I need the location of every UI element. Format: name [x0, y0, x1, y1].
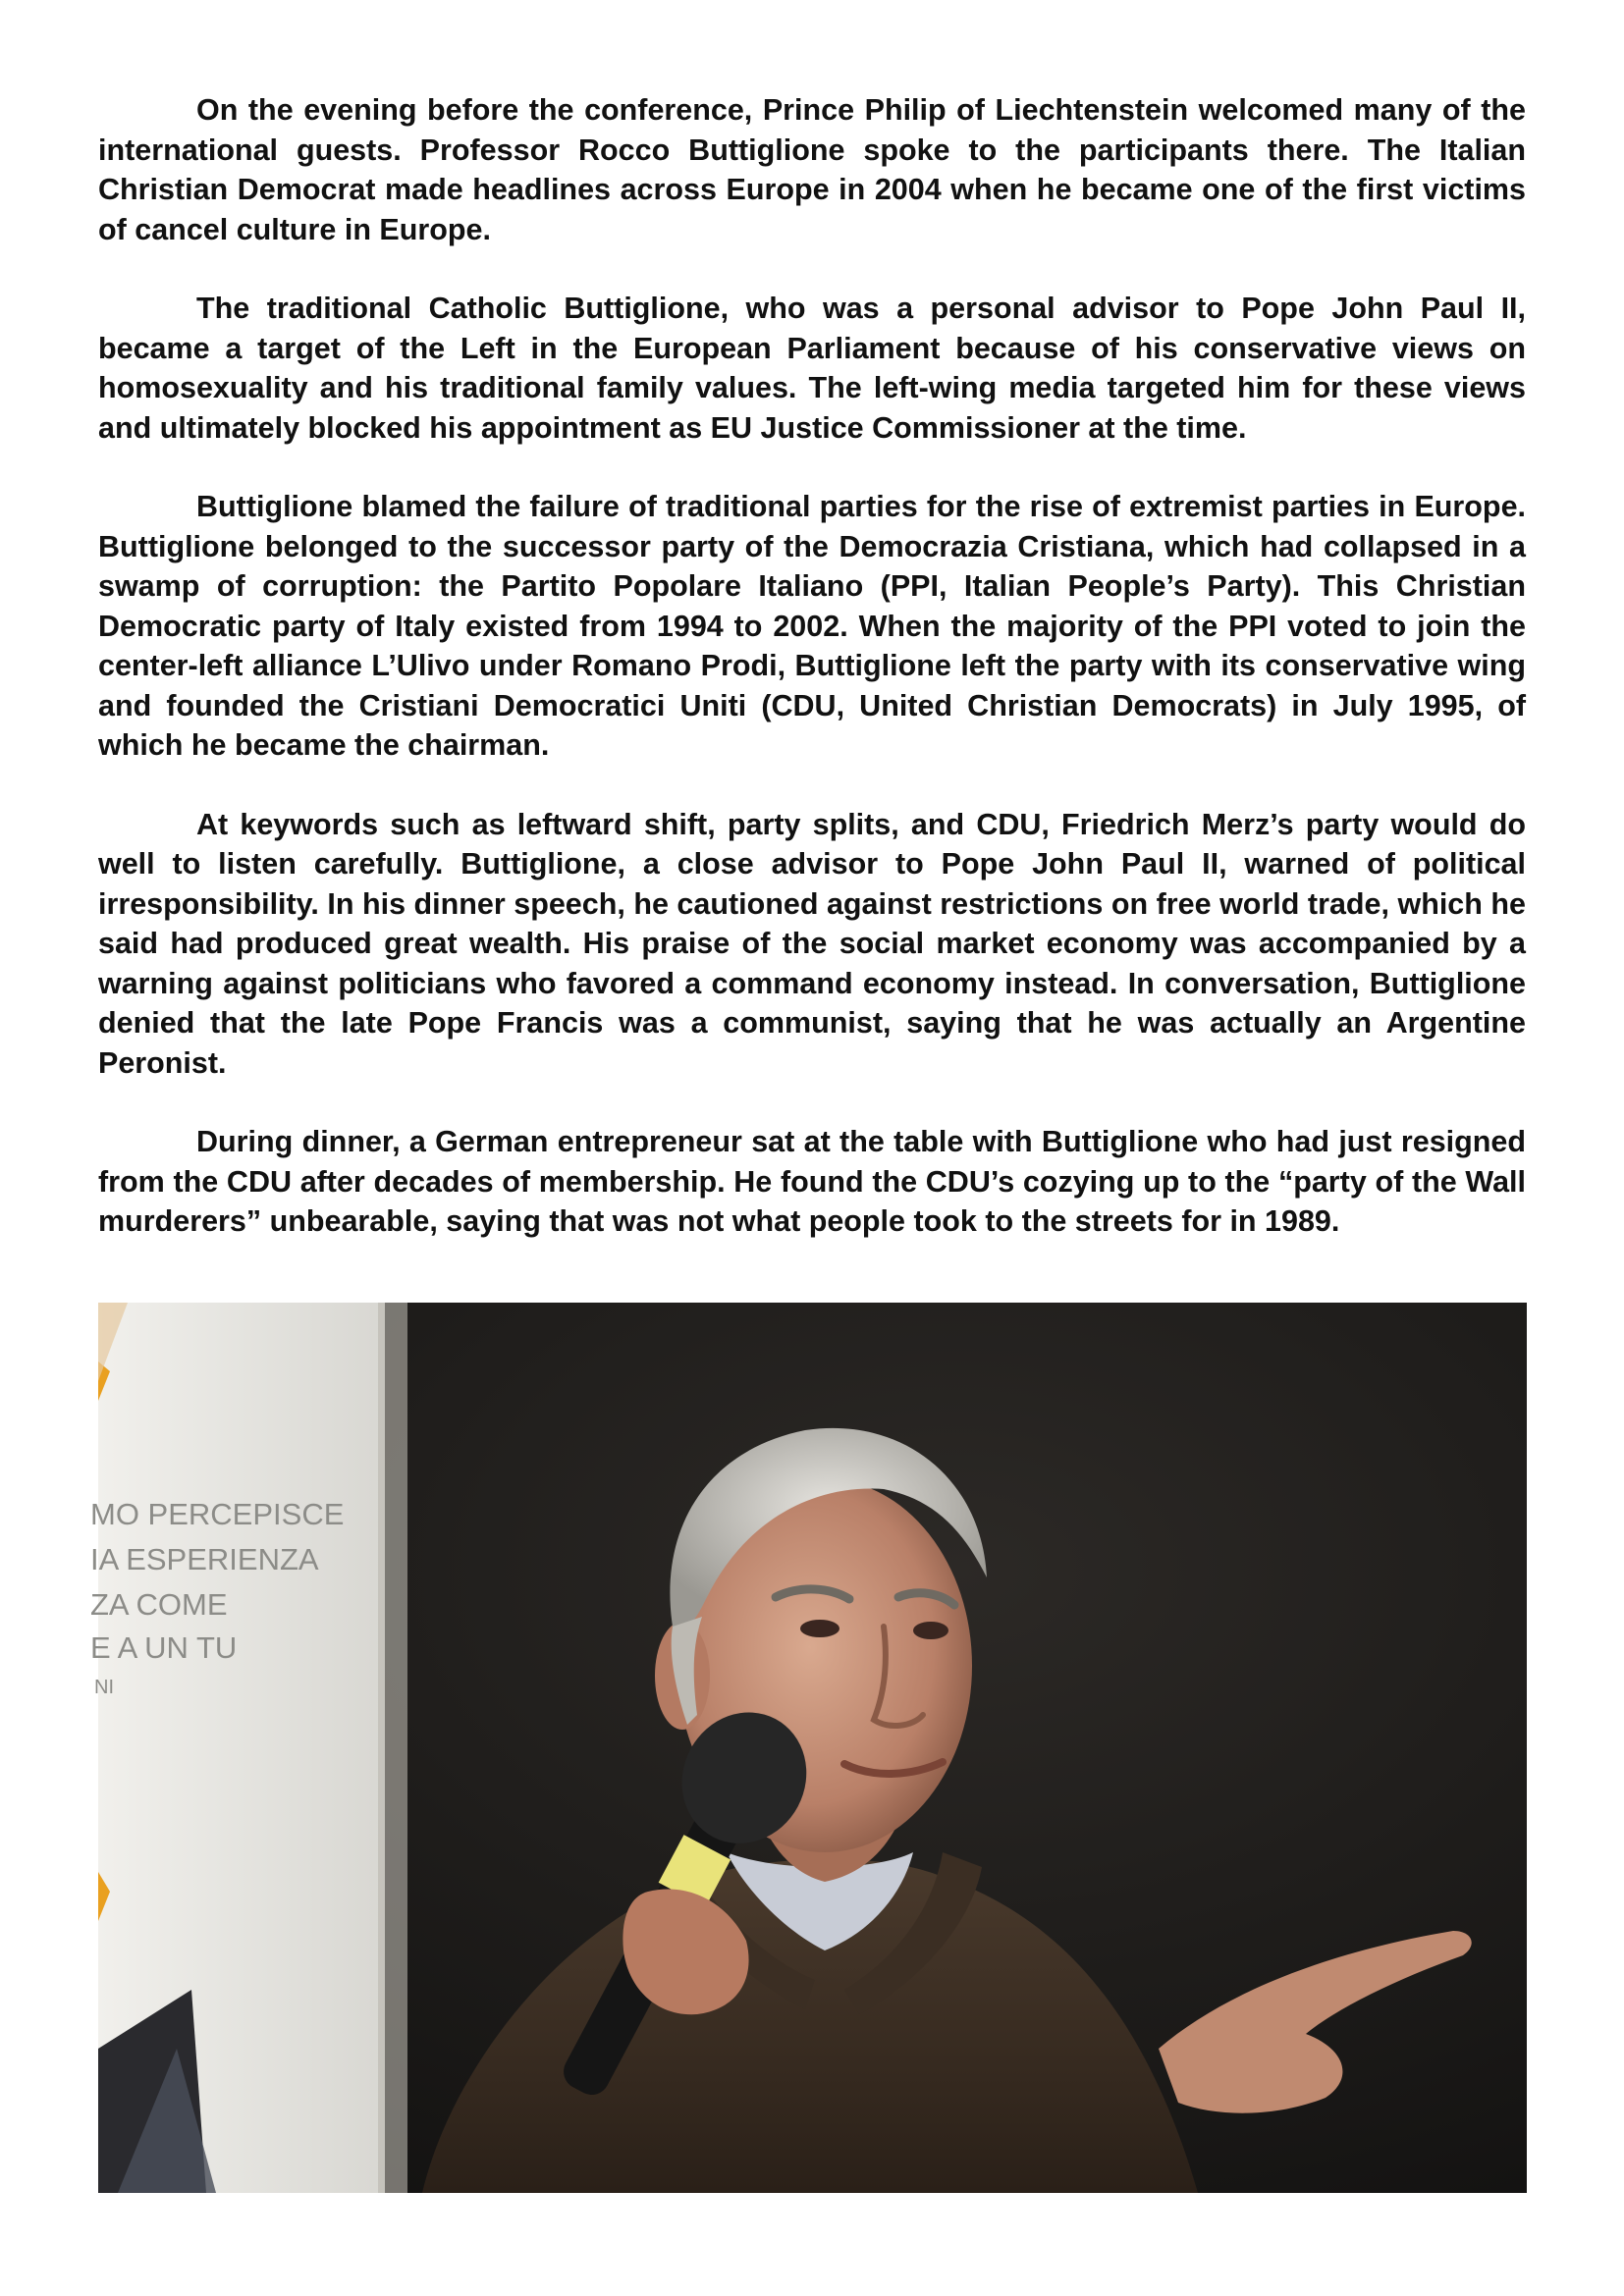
paragraph-1: On the evening before the conference, Prince Philip of Liechtenstein welcomed many of the international guests. Professor Rocco Buttiglione spoke to the participants there. The Italian Christian Democrat made headlines across Europe in 2004 when he became one of the first victims of cancel culture in Europe. [98, 93, 1526, 246]
banner-line-2: IA ESPERIENZA [90, 1542, 319, 1576]
speaker-photo [90, 1303, 1527, 2193]
banner-line-1: MO PERCEPISCE [90, 1497, 345, 1531]
banner-line-5: NI [94, 1677, 114, 1698]
paragraph-2: The traditional Catholic Buttiglione, who was a personal advisor to Pope John Paul II, became a target of the Left in the European Parliament because of his conservative views on homosexuality and his traditional family values. The left-wing media targeted him for these views and ultimately blocked his appointment as EU Justice Commissioner at the time. [98, 292, 1526, 445]
paragraph-5: During dinner, a German entrepreneur sat at the table with Buttiglione who had just resigned from the CDU after decades of membership. He found the CDU’s cozying up to the “party of the Wall murderers” unbearable, saying that was not what people took to the streets for in 1989. [98, 1125, 1526, 1238]
paragraph-4: At keywords such as leftward shift, party splits, and CDU, Friedrich Merz’s party would do well to listen carefully. Buttiglione, a close advisor to Pope John Paul II, warned of political irresponsibility. In his dinner speech, he cautioned against restrictions on free world trade, which he said had produced great wealth. His praise of the social market economy was accompanied by a warning against politicians who favored a command economy instead. In conversation, Buttiglione denied that the late Pope Francis was a communist, saying that he was actually an Argentine Peronist. [98, 807, 1526, 1080]
banner-line-3: ZA COME [90, 1587, 228, 1622]
banner-line-4: E A UN TU [90, 1630, 238, 1665]
article-body [98, 90, 1526, 1281]
paragraph-3: Buttiglione blamed the failure of traditional parties for the rise of extremist parties in Europe. Buttiglione belonged to the successor party of the Democrazia Cristiana, which had collapsed in a swamp of corruption: the Partito Popolare Italiano (PPI, Italian People’s Party). This Christian Democratic party of Italy existed from 1994 to 2002. When the majority of the PPI voted to join the center-left alliance L’Ulivo under Romano Prodi, Buttiglione left the party with its conservative wing and founded the Cristiani Democratici Uniti (CDU, United Christian Democrats) in July 1995, of which he became the chairman. [98, 490, 1526, 762]
speaker-photo-illustration [90, 1303, 1527, 2193]
